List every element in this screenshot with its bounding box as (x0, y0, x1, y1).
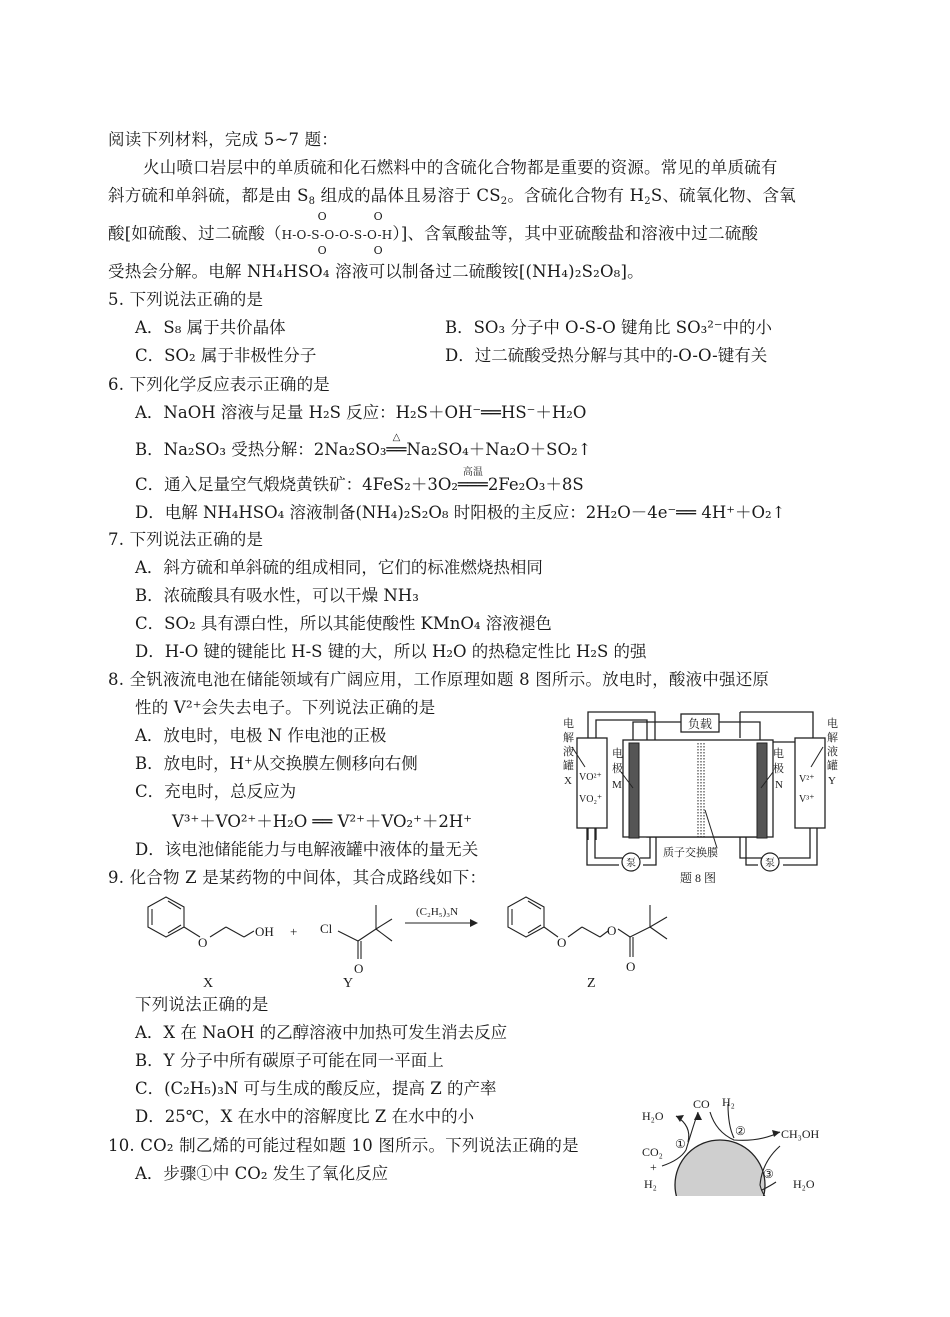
electrode-m-char: M (612, 779, 622, 791)
question-7-option-a[interactable]: A．斜方硫和单斜硫的组成相同，它们的标准燃烧热相同 (135, 558, 543, 577)
text-fragment: 。含硫化合物有 H (507, 186, 645, 205)
question-7-stem (108, 530, 263, 550)
ether-oxygen-z: O (557, 935, 567, 950)
co2-reactant: CO₂ (642, 1145, 663, 1159)
intro-paragraph-line1: 火山喷口岩层中的单质硫和化石燃料中的含硫化合物都是重要的资源。常见的单质硫有 (143, 158, 778, 177)
high-temp-label: 高温 (462, 467, 483, 478)
question-number: 8. (108, 670, 125, 689)
carbonyl-oxygen-z: O (626, 959, 636, 974)
vanadium-flow-battery-diagram (555, 700, 845, 890)
question-7-option-c[interactable]: C．SO₂ 具有漂白性，所以其能使酸性 KMnO₄ 溶液褪色 (135, 614, 552, 633)
triethylamine-reagent: (C₂H₅)₃N (416, 906, 459, 918)
subscript: 8 (308, 196, 316, 207)
question-text: 化合物 Z 是某药物的中间体，其合成路线如下： (129, 868, 487, 887)
equation-right: Na₂SO₄＋Na₂O＋SO₂↑ (406, 440, 592, 459)
hydroxyl-group: OH (255, 924, 274, 939)
chlorine-atom: Cl (320, 921, 333, 936)
compound-z-label: Z (587, 976, 596, 991)
plus-sign: + (650, 1160, 657, 1174)
tank-y-char: Y (828, 775, 836, 787)
high-temp-condition-equals: 高温 ═══ (458, 475, 488, 495)
synthesis-scheme (130, 885, 730, 995)
tank-x-char: X (564, 775, 572, 787)
question-8-option-c-equation: V³⁺＋VO²⁺＋H₂O ══ V²⁺＋VO₂⁺＋2H⁺ (172, 812, 472, 831)
water-product-right: H₂O (793, 1177, 815, 1191)
co2-to-ethylene-catalyst-diagram (630, 1090, 850, 1200)
co-intermediate: CO (693, 1097, 710, 1111)
electrode-m-char: 电 (612, 748, 623, 760)
question-9-option-c[interactable]: C．(C₂H₅)₃N 可与生成的酸反应，提高 Z 的产率 (135, 1079, 497, 1098)
question-number: 6. (108, 375, 125, 394)
equation-left: B．Na₂SO₃ 受热分解：2Na₂SO₃ (135, 440, 387, 459)
tank-x-char: 解 (563, 732, 574, 744)
ion-vo2plus: VO²⁺ (579, 772, 602, 783)
tank-y-char: 解 (827, 732, 838, 744)
step-3-marker: ③ (763, 1167, 774, 1181)
question-9-sub-stem: 下列说法正确的是 (135, 995, 269, 1014)
step-2-marker: ② (735, 1124, 746, 1138)
question-text: 下列说法正确的是 (129, 290, 264, 309)
subscript: 2 (644, 196, 651, 207)
question-8-option-a[interactable]: A．放电时，电极 N 作电池的正极 (135, 726, 387, 745)
question-8-option-d[interactable]: D．该电池储能能力与电解液罐中液体的量无关 (135, 840, 479, 859)
question-6-option-d[interactable]: D．电解 NH₄HSO₄ 溶液制备(NH₄)₂S₂O₈ 时阳极的主反应：2H₂O－4e⁻══ 4H⁺＋O₂↑ (135, 503, 786, 522)
persulfuric-acid-structure (281, 210, 393, 257)
compound-y-label: Y (343, 976, 354, 991)
question-10-stem (108, 1136, 579, 1156)
question-6-option-a[interactable]: A．NaOH 溶液与足量 H₂S 反应：H₂S＋OH⁻══HS⁻＋H₂O (135, 403, 587, 422)
formula-chain: H-O-S-O-O-S-O-H (281, 228, 393, 242)
question-5-stem (108, 290, 263, 310)
carbonyl-oxygen-y: O (354, 961, 364, 976)
question-9-option-d[interactable]: D．25℃，X 在水中的溶解度比 Z 在水中的小 (135, 1107, 475, 1126)
ether-oxygen-x: O (198, 935, 208, 950)
equation-right: 2Fe₂O₃＋8S (487, 475, 584, 494)
question-6-stem (108, 375, 330, 395)
heat-condition-equals: △ ══ (387, 440, 407, 460)
tank-x-char: 液 (563, 746, 574, 758)
hydrogen-top: H₂ (722, 1095, 735, 1109)
electrode-n-char: 极 (773, 763, 784, 775)
question-8-option-c[interactable]: C．充电时，总反应为 (135, 782, 297, 801)
equation-left: C．通入足量空气煅烧黄铁矿：4FeS₂＋3O₂ (135, 475, 458, 494)
text-fragment: ）]、含氧酸盐等，其中亚硫酸盐和溶液中过二硫酸 (392, 224, 759, 243)
water-product-left: H₂O (642, 1109, 664, 1123)
question-text: CO₂ 制乙烯的可能过程如题 10 图所示。下列说法正确的是 (140, 1136, 579, 1155)
tank-y-char: 液 (827, 746, 838, 758)
text-fragment: 组成的晶体且易溶于 CS (315, 186, 501, 205)
question-5-option-a[interactable]: A．S₈ 属于共价晶体 (135, 318, 286, 337)
figure-8-caption: 题 8 图 (680, 871, 717, 885)
subscript: 2 (500, 196, 508, 207)
question-5-option-c[interactable]: C．SO₂ 属于非极性分子 (135, 346, 317, 365)
question-text: 全钒液流电池在储能领域有广阔应用，工作原理如题 8 图所示。放电时，酸液中强还原 (129, 670, 770, 689)
electrode-n-char: N (775, 779, 783, 791)
methanol-product: CH₃OH (781, 1127, 820, 1141)
intro-paragraph-line4: 受热会分解。电解 NH₄HSO₄ 溶液可以制备过二硫酸铵[(NH₄)₂S₂O₈]。 (108, 262, 644, 281)
oxygen-atom: O (317, 244, 327, 257)
step-1-marker: ① (675, 1137, 686, 1151)
electrode-m-char: 极 (612, 763, 623, 775)
question-7-option-b[interactable]: B．浓硫酸具有吸水性，可以干燥 NH₃ (135, 586, 419, 605)
question-6-option-c[interactable] (135, 467, 584, 495)
text-fragment: 酸[如硫酸、过二硫酸（ (108, 224, 282, 243)
text-fragment: 斜方硫和单斜硫，都是由 S (108, 186, 309, 205)
ion-vo2-plus: VO₂⁺ (579, 794, 603, 805)
question-number: 5. (108, 290, 125, 309)
question-9-option-b[interactable]: B．Y 分子中所有碳原子可能在同一平面上 (135, 1051, 444, 1070)
tank-x-char: 电 (563, 718, 574, 730)
blank-bottom-margin (0, 1196, 950, 1317)
hydrogen-reactant: H₂ (644, 1177, 657, 1191)
load-label: 负载 (687, 717, 713, 731)
intro-paragraph-line2 (108, 186, 796, 206)
question-5-option-b[interactable]: B．SO₃ 分子中 O-S-O 键角比 SO₃²⁻中的小 (445, 318, 773, 337)
heat-symbol: △ (392, 432, 401, 443)
plus-sign: + (290, 924, 298, 939)
question-10-option-a[interactable]: A．步骤①中 CO₂ 发生了氧化反应 (135, 1164, 389, 1183)
tank-x-char: 罐 (563, 760, 574, 772)
electrode-n-char: 电 (773, 748, 784, 760)
question-number: 9. (108, 868, 125, 887)
question-8-stem-line2: 性的 V²⁺会失去电子。下列说法正确的是 (135, 698, 436, 717)
oxygen-atom: O (317, 210, 327, 223)
compound-x-label: X (203, 976, 214, 991)
ion-v3plus: V³⁺ (799, 794, 815, 805)
question-number: 10. (108, 1136, 135, 1155)
intro-heading: 阅读下列材料，完成 5~7 题： (108, 130, 339, 149)
question-text: 下列化学反应表示正确的是 (129, 375, 331, 394)
question-7-option-d[interactable]: D．H-O 键的键能比 H-S 键的大，所以 H₂O 的热稳定性比 H₂S 的强 (135, 642, 647, 661)
intro-paragraph-line3 (108, 210, 759, 257)
question-number: 7. (108, 530, 125, 549)
pump-left-label: 泵 (626, 858, 636, 869)
oxygen-atom: O (373, 244, 383, 257)
question-9-option-a[interactable]: A．X 在 NaOH 的乙醇溶液中加热可发生消去反应 (135, 1023, 508, 1042)
tank-y-char: 罐 (827, 760, 838, 772)
ester-oxygen-z: O (607, 923, 617, 938)
text-fragment: S、硫氧化物、含氧 (650, 186, 796, 205)
question-5-option-d[interactable]: D．过二硫酸受热分解与其中的-O-O-键有关 (445, 346, 768, 365)
tank-y-char: 电 (827, 718, 838, 730)
oxygen-atom: O (373, 210, 383, 223)
ion-v2plus: V²⁺ (799, 774, 815, 785)
question-text: 下列说法正确的是 (129, 530, 264, 549)
question-8-stem-line1 (108, 670, 769, 690)
question-8-option-b[interactable]: B．放电时，H⁺从交换膜左侧移向右侧 (135, 754, 418, 773)
question-6-option-b[interactable] (135, 432, 592, 460)
pump-right-label: 泵 (765, 858, 775, 869)
proton-exchange-membrane-label: 质子交换膜 (663, 847, 718, 859)
